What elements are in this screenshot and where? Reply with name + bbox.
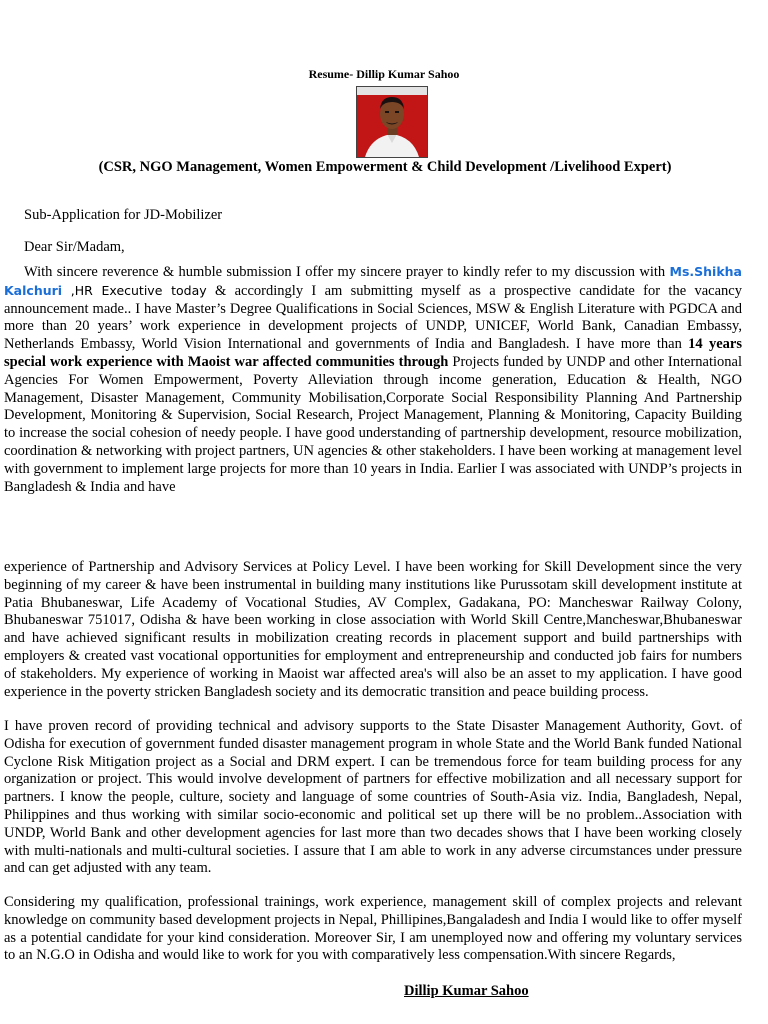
- expertise-heading: (CSR, NGO Management, Women Empowerment & Child Development /Livelihood Expert): [98, 159, 672, 175]
- signature-name: Dillip Kumar Sahoo: [404, 983, 529, 999]
- paragraph-3: I have proven record of providing technical and advisory supports to the State Disaster Management Authority, Govt. of Odisha for execution of government funded disaster management program in whole State and the World Bank funded National Cyclone Risk Mitigation project as a Social and DRM expert. I can be tremendous force for team building process for any organization or project. This would involve development of partners for effective mobilization and all necessary support for partners. I know the people, culture, society and language of some countries of South-Asia viz. India, Bangladesh, Nepal, Philippines and thus working with similar socio-economic and political set up there will be no problem..Association with UNDP, World Bank and other development agencies for last more than two decades shows that I have been working closely with multi-nationals and multi-cultural societies. I assure that I am able to work in any adverse circumstances under pressure and can get adjusted with any team.: [4, 718, 742, 877]
- hr-title: ,HR Executive today: [62, 282, 207, 298]
- paragraph-4: Considering my qualification, professional trainings, work experience, management skill of complex projects and relevant knowledge on community based development projects in Nepal, Phillipines,Bangaladesh and India I would like to offer myself as a potential candidate for your kind consideration. Moreover Sir, I am unemployed now and offering my voluntary services to an N.G.O in Odisha and would like to work for you with comparatively less compensation.With sincere Regards,: [4, 894, 742, 964]
- profile-photo: [356, 86, 428, 158]
- resume-title: Resume- Dillip Kumar Sahoo: [308, 67, 460, 81]
- para1-bold: 14 years special work experience with Maoist war affected communities through: [4, 336, 742, 370]
- para1-mid: & accordingly I am submitting myself as a prospective candidate for the vacancy announcement made.. I have Master’s Degree Qualifications in Social Sciences, MSW & English Literature with PGDCA and more than 20 years’ work experience in development projects of UNDP, UNICEF, World Bank, Canadian Embassy, Netherlands Embassy, World Vision International and governments of India and Bangladesh. I have more than: [4, 282, 742, 353]
- para1-end: Projects funded by UNDP and other International Agencies For Women Empowerment, Poverty Alleviation through income generation, Education & Health, NGO Management, Disaster Management, Community Mobilisation,Corporate Social Responsibility Planning And Partnership Development, Monitoring & Supervision, Social Research, Project Management, Planning & Monitoring, Capacity Building to increase the social cohesion of needy people. I have good understanding of partnership development, resource mobilization, coordination & networking with project partners, UN agencies & other stakeholders. I have been working at management level with government to implement large projects for more than 10 years in India. Earlier I was associated with UNDP’s projects in Bangladesh & India and have: [4, 353, 743, 495]
- subject-line: Sub-Application for JD-Mobilizer: [24, 207, 223, 223]
- hr-name: Ms.Shikha Kalchuri: [4, 264, 742, 298]
- para1-start: With sincere reverence & humble submission I offer my sincere prayer to kindly refer to my discussion with: [24, 264, 670, 280]
- salutation: Dear Sir/Madam,: [24, 239, 125, 255]
- paragraph-2: experience of Partnership and Advisory Services at Policy Level. I have been working for Skill Development since the very beginning of my career & have been instrumental in building many institutions like Purussotam skill development institute at Patia Bhubaneswar, Life Academy of Vocational Studies, AV Complex, Gadakana, PO: Mancheswar Railway Colony, Bhubaneswar 751017, Odisha & have been working in close association with World Skill Centre,Mancheswar,Bhubaneswar and have achieved significant results in mobilization creating records in placement support and build partnerships with employers & created vast vocational opportunities for employment and entrepreneurship and conducted job fairs for numbers of stakeholders. My experience of working in Maoist war affected area's will also be an asset to my application. I have good experience in the poverty stricken Bangladesh society and its democratic transition and peace building process.: [4, 559, 742, 700]
- paragraph-1: [4, 263, 742, 496]
- profile-photo-image: [357, 87, 427, 157]
